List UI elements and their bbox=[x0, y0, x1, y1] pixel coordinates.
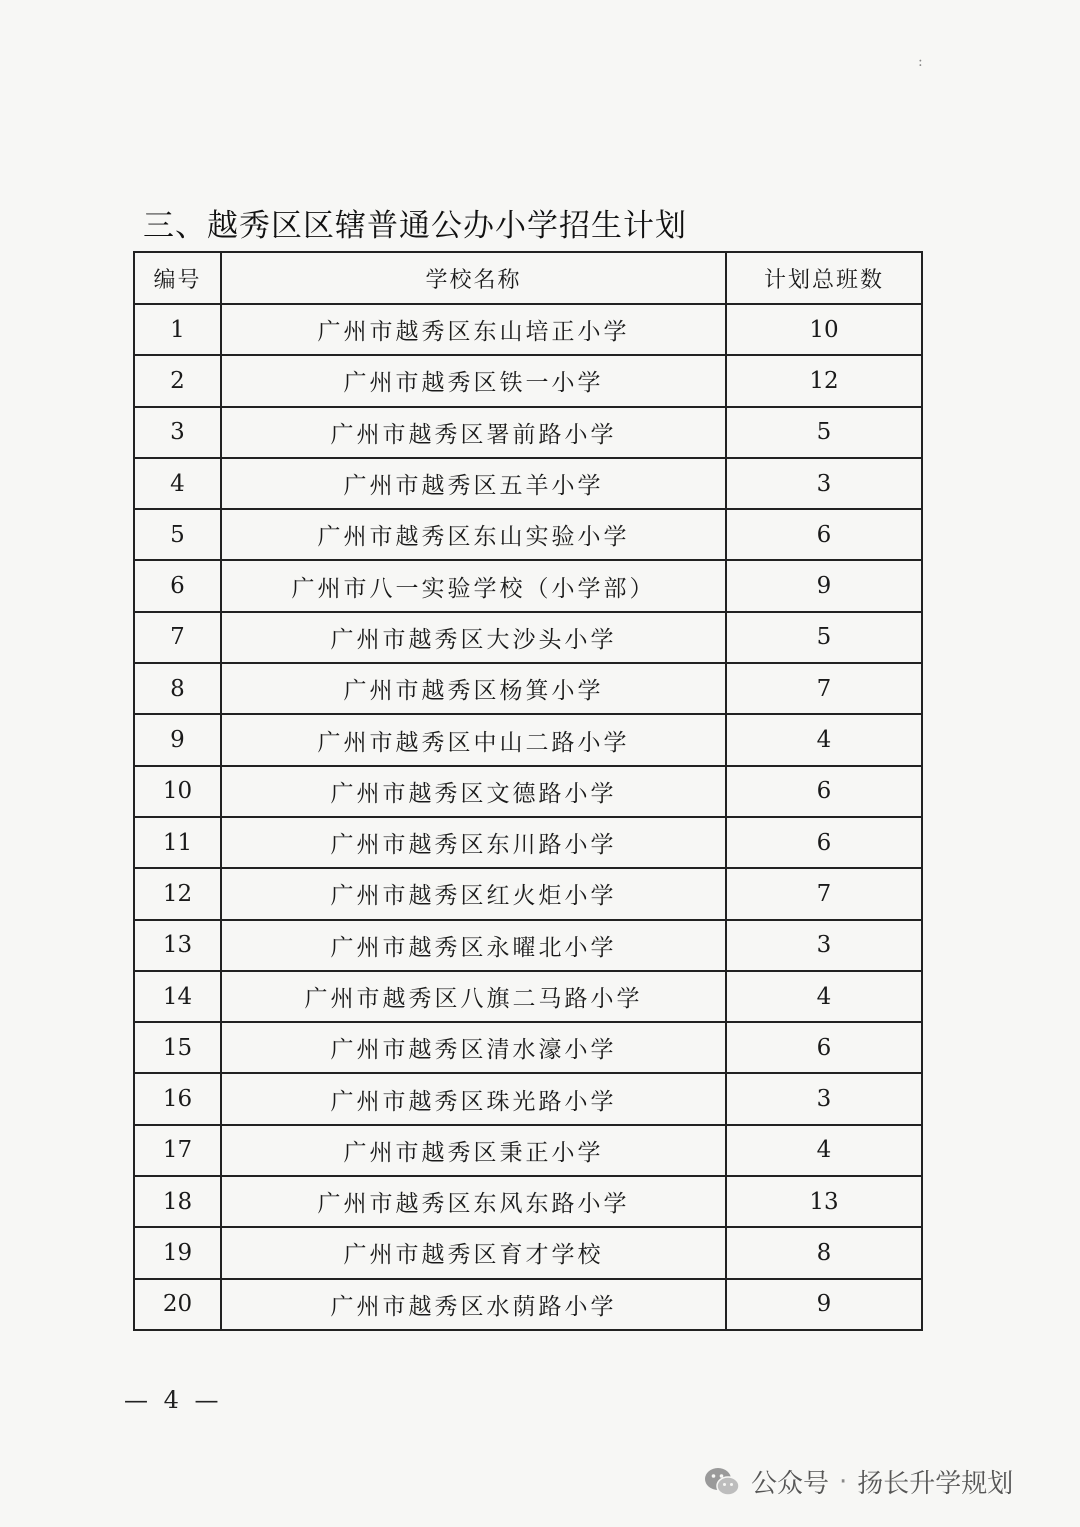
class-count-cell: 3 bbox=[726, 920, 922, 971]
class-count-cell: 3 bbox=[726, 458, 922, 509]
class-count-cell: 5 bbox=[726, 407, 922, 458]
school-name-cell: 广州市越秀区东山实验小学 bbox=[221, 509, 726, 560]
footer-brand bbox=[703, 1463, 1013, 1500]
school-name-cell: 广州市越秀区署前路小学 bbox=[221, 407, 726, 458]
school-number-cell: 17 bbox=[134, 1125, 221, 1176]
table-row bbox=[134, 304, 922, 355]
class-count-cell: 6 bbox=[726, 766, 922, 817]
school-number-cell: 3 bbox=[134, 407, 221, 458]
school-number-cell: 9 bbox=[134, 714, 221, 765]
school-number-cell: 18 bbox=[134, 1176, 221, 1227]
table-row bbox=[134, 509, 922, 560]
page-mark: : bbox=[918, 54, 923, 70]
school-name-cell: 广州市越秀区水荫路小学 bbox=[221, 1279, 726, 1330]
table-row bbox=[134, 714, 922, 765]
school-number-cell: 13 bbox=[134, 920, 221, 971]
enrollment-plan-table bbox=[133, 251, 923, 1331]
school-name-cell: 广州市越秀区秉正小学 bbox=[221, 1125, 726, 1176]
class-count-cell: 7 bbox=[726, 663, 922, 714]
school-number-cell: 12 bbox=[134, 868, 221, 919]
table-row bbox=[134, 920, 922, 971]
table-row bbox=[134, 1227, 922, 1278]
school-name-cell: 广州市越秀区五羊小学 bbox=[221, 458, 726, 509]
school-number-cell: 11 bbox=[134, 817, 221, 868]
class-count-cell: 5 bbox=[726, 612, 922, 663]
school-number-cell: 15 bbox=[134, 1022, 221, 1073]
table-header-row bbox=[134, 252, 922, 304]
class-count-cell: 6 bbox=[726, 1022, 922, 1073]
school-name-cell: 广州市越秀区清水濠小学 bbox=[221, 1022, 726, 1073]
footer-account-name: 扬长升学规划 bbox=[857, 1469, 1014, 1499]
footer-separator: · bbox=[839, 1466, 848, 1497]
table-row bbox=[134, 407, 922, 458]
footer-label: 公众号 bbox=[751, 1469, 830, 1499]
table-row bbox=[134, 1125, 922, 1176]
school-name-cell: 广州市越秀区中山二路小学 bbox=[221, 714, 726, 765]
school-number-cell: 1 bbox=[134, 304, 221, 355]
class-count-cell: 4 bbox=[726, 971, 922, 1022]
table-row bbox=[134, 458, 922, 509]
school-name-cell: 广州市越秀区杨箕小学 bbox=[221, 663, 726, 714]
table-row bbox=[134, 1279, 922, 1330]
school-name-cell: 广州市越秀区东风东路小学 bbox=[221, 1176, 726, 1227]
school-number-cell: 8 bbox=[134, 663, 221, 714]
class-count-cell: 3 bbox=[726, 1073, 922, 1124]
school-number-cell: 10 bbox=[134, 766, 221, 817]
school-name-cell: 广州市越秀区文德路小学 bbox=[221, 766, 726, 817]
wechat-icon bbox=[703, 1465, 741, 1499]
school-name-cell: 广州市越秀区东山培正小学 bbox=[221, 304, 726, 355]
table-row bbox=[134, 817, 922, 868]
header-number: 编号 bbox=[134, 252, 221, 304]
school-number-cell: 2 bbox=[134, 355, 221, 406]
class-count-cell: 7 bbox=[726, 868, 922, 919]
table-row bbox=[134, 1073, 922, 1124]
school-number-cell: 5 bbox=[134, 509, 221, 560]
school-number-cell: 4 bbox=[134, 458, 221, 509]
school-number-cell: 6 bbox=[134, 560, 221, 611]
class-count-cell: 4 bbox=[726, 1125, 922, 1176]
school-name-cell: 广州市八一实验学校（小学部） bbox=[221, 560, 726, 611]
table-row bbox=[134, 663, 922, 714]
school-name-cell: 广州市越秀区珠光路小学 bbox=[221, 1073, 726, 1124]
school-name-cell: 广州市越秀区永曜北小学 bbox=[221, 920, 726, 971]
class-count-cell: 8 bbox=[726, 1227, 922, 1278]
class-count-cell: 13 bbox=[726, 1176, 922, 1227]
school-number-cell: 19 bbox=[134, 1227, 221, 1278]
school-name-cell: 广州市越秀区铁一小学 bbox=[221, 355, 726, 406]
class-count-cell: 6 bbox=[726, 817, 922, 868]
school-number-cell: 14 bbox=[134, 971, 221, 1022]
school-number-cell: 20 bbox=[134, 1279, 221, 1330]
table-row bbox=[134, 1176, 922, 1227]
school-number-cell: 16 bbox=[134, 1073, 221, 1124]
table-row bbox=[134, 971, 922, 1022]
school-name-cell: 广州市越秀区东川路小学 bbox=[221, 817, 726, 868]
class-count-cell: 6 bbox=[726, 509, 922, 560]
header-school-name: 学校名称 bbox=[221, 252, 726, 304]
table-row bbox=[134, 1022, 922, 1073]
page-number: — 4 — bbox=[124, 1386, 223, 1414]
school-number-cell: 7 bbox=[134, 612, 221, 663]
class-count-cell: 9 bbox=[726, 1279, 922, 1330]
school-name-cell: 广州市越秀区大沙头小学 bbox=[221, 612, 726, 663]
header-class-count: 计划总班数 bbox=[726, 252, 922, 304]
table-row bbox=[134, 766, 922, 817]
section-title: 三、越秀区区辖普通公办小学招生计划 bbox=[143, 208, 687, 244]
class-count-cell: 12 bbox=[726, 355, 922, 406]
class-count-cell: 9 bbox=[726, 560, 922, 611]
school-name-cell: 广州市越秀区育才学校 bbox=[221, 1227, 726, 1278]
table-row bbox=[134, 612, 922, 663]
table-body bbox=[134, 304, 922, 1330]
table-row bbox=[134, 560, 922, 611]
school-name-cell: 广州市越秀区红火炬小学 bbox=[221, 868, 726, 919]
class-count-cell: 4 bbox=[726, 714, 922, 765]
table-row bbox=[134, 355, 922, 406]
class-count-cell: 10 bbox=[726, 304, 922, 355]
table-row bbox=[134, 868, 922, 919]
school-name-cell: 广州市越秀区八旗二马路小学 bbox=[221, 971, 726, 1022]
